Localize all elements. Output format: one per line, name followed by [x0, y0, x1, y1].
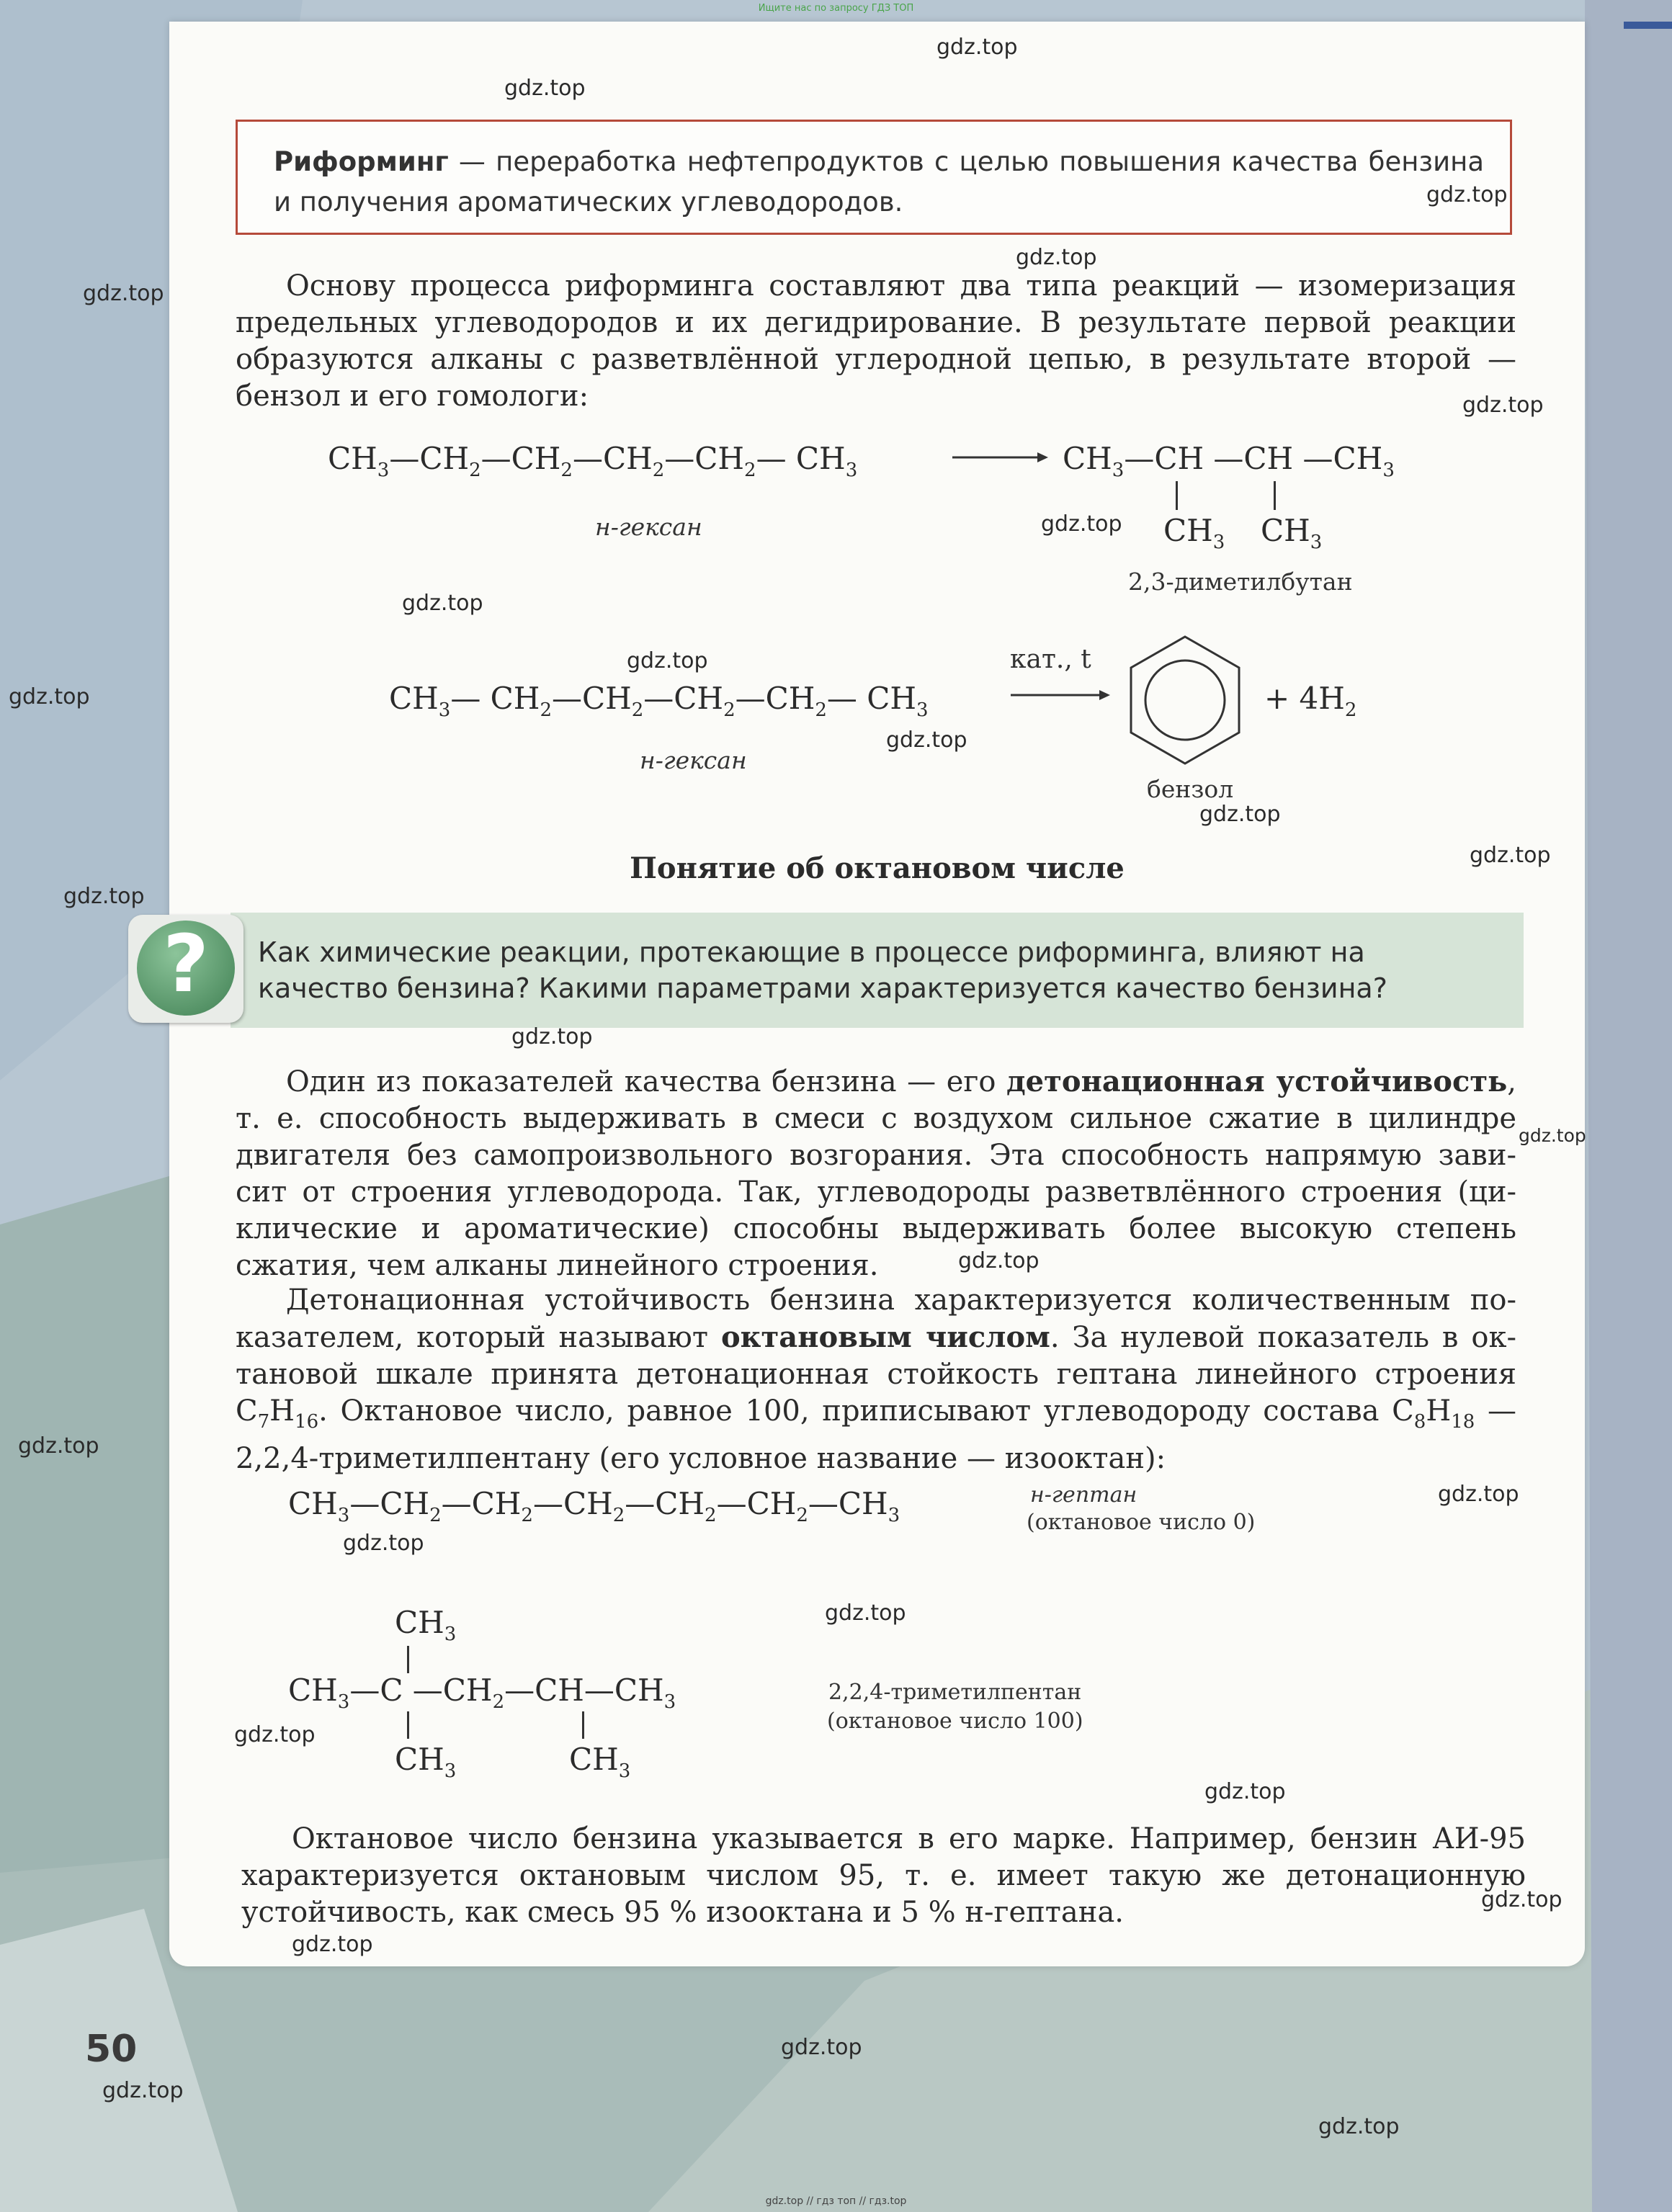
reaction2-reactant-formula: $CH_3—$ $CH_2—CH_2—CH_2—CH_2—$ $CH_3$ [389, 681, 929, 721]
reaction2-plus-h: + 4H [1264, 681, 1345, 716]
watermark: gdz.top [825, 1600, 906, 1626]
p2-line-6: сжатия, чем алканы линейного строения. [236, 1249, 879, 1282]
p3-line-4 [236, 1393, 1516, 1441]
paragraph-gasoline-grade [241, 1821, 1526, 1931]
reaction1-branch-ch3-1: $CH_3$ [1163, 513, 1225, 553]
isooctane-bottom-ch3-2: $CH_3$ [569, 1742, 631, 1782]
formula-c7h16: $C_7H_{16}$ [236, 1394, 319, 1433]
watermark: gdz.top [1462, 393, 1544, 418]
definition-box [236, 120, 1512, 235]
isooctane-bond-bottom-1 [407, 1711, 409, 1739]
p3-line-1: Детонационная устойчивость бензина характеризуется количественным по- [286, 1284, 1516, 1317]
p2-line-1-c: , [1507, 1065, 1516, 1098]
section-heading: Понятие об октановом числе [630, 851, 1125, 885]
paragraph-detonation [236, 1063, 1516, 1284]
p3-line-2 [236, 1319, 1516, 1356]
p3-line-2-a: казателем, который называют [236, 1321, 721, 1354]
reaction1-arrow [952, 447, 1050, 468]
watermark: gdz.top [1318, 2114, 1400, 2139]
p3-line-4-a: . Октановое число, равное 100, приписывают углеводороду состава [318, 1394, 1392, 1428]
question-text: Как химические реакции, протекающие в процессе риформинга, влияют на качество бензина? Какими параметрами характеризуется качество бензина? [258, 936, 1387, 1004]
isooctane-main-chain: $CH_3—C$ $—CH_2—CH—CH_3$ [288, 1673, 676, 1713]
p3-line-3: тановой шкале принята детонационная стойкость гептана линейного строения [236, 1358, 1516, 1391]
watermark: gdz.top [886, 727, 967, 753]
watermark: gdz.top [63, 884, 145, 909]
p4-line-1: Октановое число бензина указывается в его марке. Например, бензин АИ-95 [292, 1822, 1526, 1855]
watermark: gdz.top [958, 1248, 1040, 1273]
reaction2-reactant-label: н-гексан [640, 746, 747, 774]
watermark: gdz.top [1016, 245, 1097, 270]
watermark: gdz.top [343, 1531, 424, 1556]
reaction2-product-label: бензол [1147, 775, 1234, 803]
p4-line-3: устойчивость, как смесь 95 % изооктана и 5 % н-гептана. [241, 1896, 1124, 1929]
reaction1-product-label: 2,3-диметилбутан [1128, 568, 1353, 596]
p1-line-1: Основу процесса риформинга составляют два типа реакций — изомеризация [286, 269, 1516, 303]
reaction1-branch-ch3-2: $CH_3$ [1261, 513, 1323, 553]
p2-line-4: сит от строения углеводорода. Так, углеводороды разветвлённого строения (ци- [236, 1176, 1516, 1209]
p3-line-5: 2,2,4-триметилпентану (его условное название — изооктан): [236, 1442, 1166, 1475]
benzene-ring-icon [1124, 632, 1246, 769]
reaction2-condition: кат., t [1010, 645, 1091, 674]
isooctane-bond-bottom-2 [582, 1711, 584, 1739]
p2-line-3: двигателя без самопроизвольного возгорания. Эта способность напрямую зави- [236, 1139, 1516, 1172]
watermark: gdz.top [1470, 843, 1551, 868]
reaction2-h2-sub: 2 [1344, 699, 1357, 721]
watermark: gdz.top [511, 1024, 593, 1049]
watermark: gdz.top [627, 648, 708, 673]
footer-note: gdz.top // гдз топ // гдз.top [765, 2195, 907, 2207]
p2-line-1 [236, 1063, 1516, 1101]
watermark: gdz.top [18, 1433, 99, 1459]
watermark: gdz.top [234, 1722, 316, 1747]
definition-term: Риформинг [274, 146, 449, 177]
watermark: gdz.top [1519, 1125, 1586, 1146]
watermark: gdz.top [936, 35, 1018, 60]
paragraph-reforming [236, 268, 1516, 415]
p1-line-3: образуются алканы с разветвлённой углеродной цепью, в результате второй — [236, 343, 1516, 376]
isooctane-bottom-ch3-1: $CH_3$ [395, 1742, 457, 1782]
paragraph-octane-number [236, 1282, 1516, 1477]
p3-term-octane: октановым числом [720, 1320, 1050, 1354]
isooctane-octane: (октановое число 100) [827, 1709, 1083, 1734]
watermark: gdz.top [1438, 1482, 1519, 1507]
reaction1-product-formula: $CH_3—CH$ —CH $—CH_3$ [1063, 441, 1395, 481]
isooctane-name: 2,2,4-триметилпентан [828, 1680, 1082, 1705]
heptane-octane: (октановое число 0) [1027, 1510, 1256, 1535]
heptane-name: н-гептан [1030, 1482, 1137, 1508]
page-number: 50 [85, 2028, 138, 2071]
watermark: gdz.top [1199, 802, 1281, 827]
p4-line-2: характеризуется октановым числом 95, т. е. имеет такую же детонационную [241, 1859, 1526, 1892]
definition-body: — переработка нефтепродуктов с целью повышения качества бензина и получения ароматических углеводородов. [274, 146, 1484, 218]
watermark: gdz.top [402, 591, 483, 616]
watermark: gdz.top [1481, 1887, 1563, 1912]
p2-term-detonation: детонационная устойчивость [1006, 1065, 1508, 1098]
watermark: gdz.top [504, 76, 586, 101]
formula-c8h18: $C_8H_{18}$ [1392, 1394, 1475, 1433]
p1-line-2: предельных углеводородов и их дегидрирование. В результате первой реакции [236, 306, 1516, 339]
reaction1-branch-bond-1 [1176, 481, 1178, 510]
watermark: gdz.top [292, 1932, 373, 1957]
p3-line-4-b: — [1475, 1394, 1517, 1428]
watermark: gdz.top [1041, 511, 1122, 537]
reaction2-hydrogen [1264, 681, 1356, 721]
reaction1-branch-bond-2 [1274, 481, 1276, 510]
watermark: gdz.top [1426, 182, 1508, 207]
p2-line-5: клические и ароматические) способны выдерживать более высокую степень [236, 1212, 1516, 1245]
isooctane-bond-top [407, 1646, 409, 1673]
heptane-formula: $CH_3—CH_2—CH_2—CH_2—CH_2—CH_2—CH_3$ [288, 1486, 900, 1526]
top-note: Ищите нас по запросу ГДЗ ТОП [758, 3, 914, 14]
watermark: gdz.top [9, 684, 90, 709]
p2-line-1-a: Один из показателей качества бензина — его [286, 1065, 1006, 1098]
watermark: gdz.top [781, 2035, 862, 2060]
question-mark-glyph: ? [163, 918, 209, 1010]
p3-line-2-c: . За нулевой показатель в ок- [1050, 1321, 1516, 1354]
watermark: gdz.top [102, 2078, 184, 2103]
watermark: gdz.top [83, 281, 164, 306]
p2-line-2: т. е. способность выдерживать в смеси с воздухом сильное сжатие в цилиндре [236, 1102, 1516, 1135]
watermark: gdz.top [1204, 1779, 1286, 1804]
reaction1-reactant-formula: $CH_3—CH_2—CH_2—CH_2—CH_2—$ $CH_3$ [328, 441, 858, 481]
reaction1-reactant-label: н-гексан [595, 513, 702, 541]
definition-text [274, 142, 1484, 223]
reaction2-arrow [1011, 684, 1112, 706]
question-icon [128, 915, 243, 1023]
isooctane-top-ch3: $CH_3$ [395, 1605, 457, 1645]
p1-line-4: бензол и его гомологи: [236, 380, 589, 413]
